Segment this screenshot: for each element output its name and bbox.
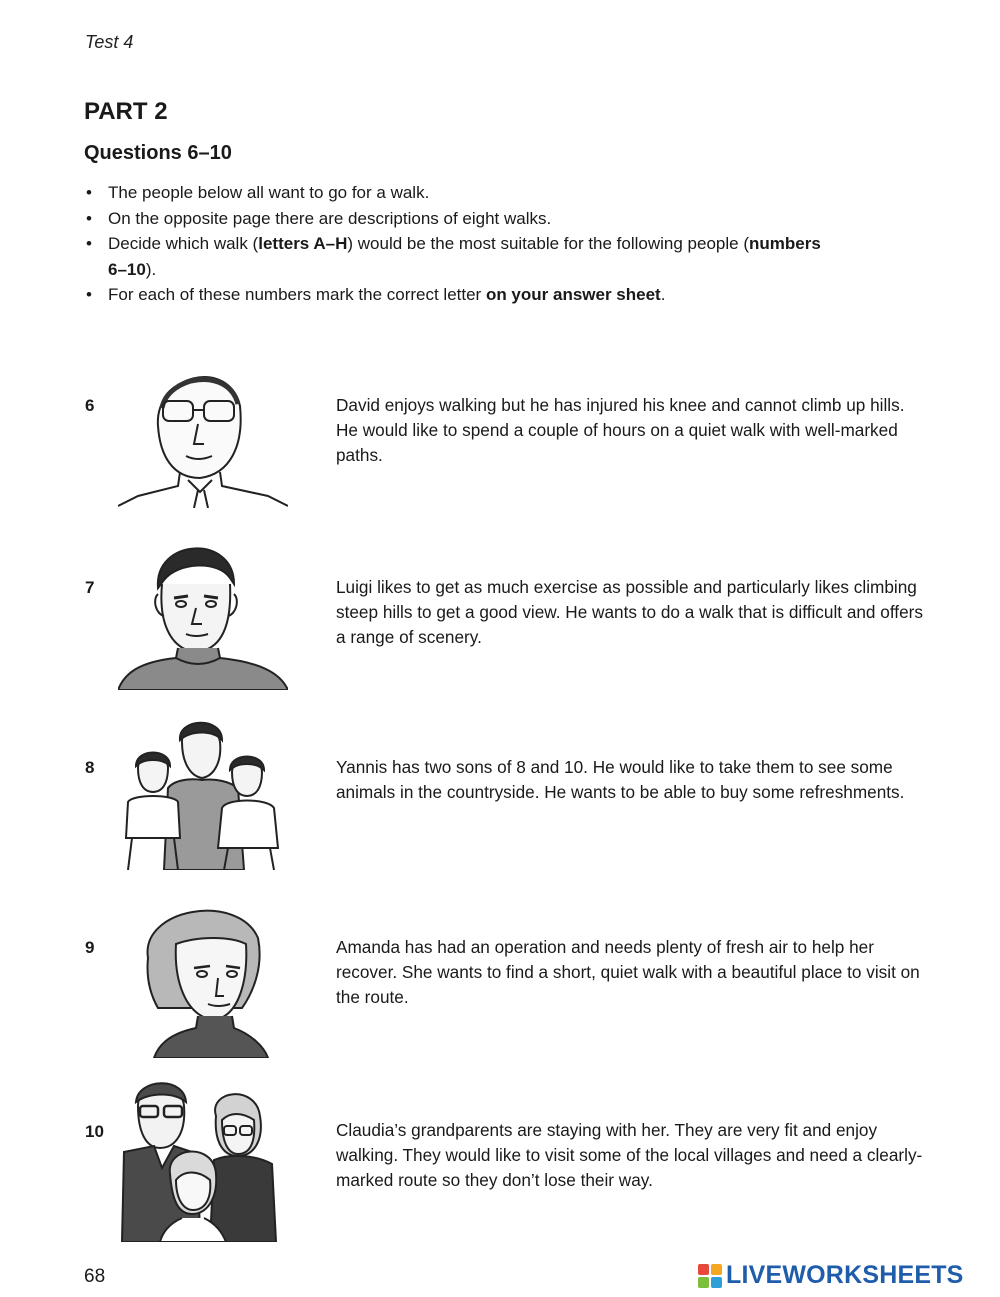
brand-name: LIVEWORKSHEETS xyxy=(726,1261,964,1289)
instructions-list xyxy=(84,180,844,308)
question-text: Claudia’s grandparents are staying with her. They are very fit and enjoy walking. They would like to visit some of the local villages and need a clearly-marked route so they don’t lose their way. xyxy=(336,1120,923,1190)
question-number: 7 xyxy=(85,578,95,597)
woman-portrait-icon xyxy=(118,898,288,1058)
liveworksheets-logo-icon xyxy=(697,1263,723,1289)
grandparents-and-girl-portrait-icon xyxy=(118,1076,288,1242)
young-man-portrait-icon xyxy=(118,538,288,690)
father-and-two-sons-portrait-icon xyxy=(118,718,288,870)
page-number: 68 xyxy=(84,1266,106,1287)
instruction-item: • On the opposite page there are descriptions of eight walks. xyxy=(84,206,844,232)
question-number: 9 xyxy=(85,938,95,957)
question-number: 8 xyxy=(85,758,95,777)
question-text: Amanda has had an operation and needs plenty of fresh air to help her recover. She wants to find a short, quiet walk with a beautiful place to visit on the route. xyxy=(336,937,920,1007)
instruction-item: • Decide which walk (letters A–H) would be the most suitable for the following people (numbers 6–10). xyxy=(84,231,844,282)
questions-title: Questions 6–10 xyxy=(84,142,232,164)
older-man-glasses-portrait-icon xyxy=(118,356,288,508)
question-number: 10 xyxy=(85,1122,104,1141)
question-text: David enjoys walking but he has injured his knee and cannot climb up hills. He would like to spend a couple of hours on a quiet walk with well-marked paths. xyxy=(336,395,905,465)
part-title: PART 2 xyxy=(84,98,168,125)
liveworksheets-brand[interactable] xyxy=(697,1261,964,1290)
running-head: Test 4 xyxy=(85,32,134,52)
question-text: Yannis has two sons of 8 and 10. He would like to take them to see some animals in the countryside. He wants to be able to buy some refreshments. xyxy=(336,757,905,802)
instruction-item: • The people below all want to go for a walk. xyxy=(84,180,844,206)
instruction-item: • For each of these numbers mark the correct letter on your answer sheet. xyxy=(84,282,844,308)
question-text: Luigi likes to get as much exercise as possible and particularly likes climbing steep hills to get a good view. He wants to do a walk that is difficult and offers a range of scenery. xyxy=(336,577,923,647)
question-number: 6 xyxy=(85,396,95,415)
